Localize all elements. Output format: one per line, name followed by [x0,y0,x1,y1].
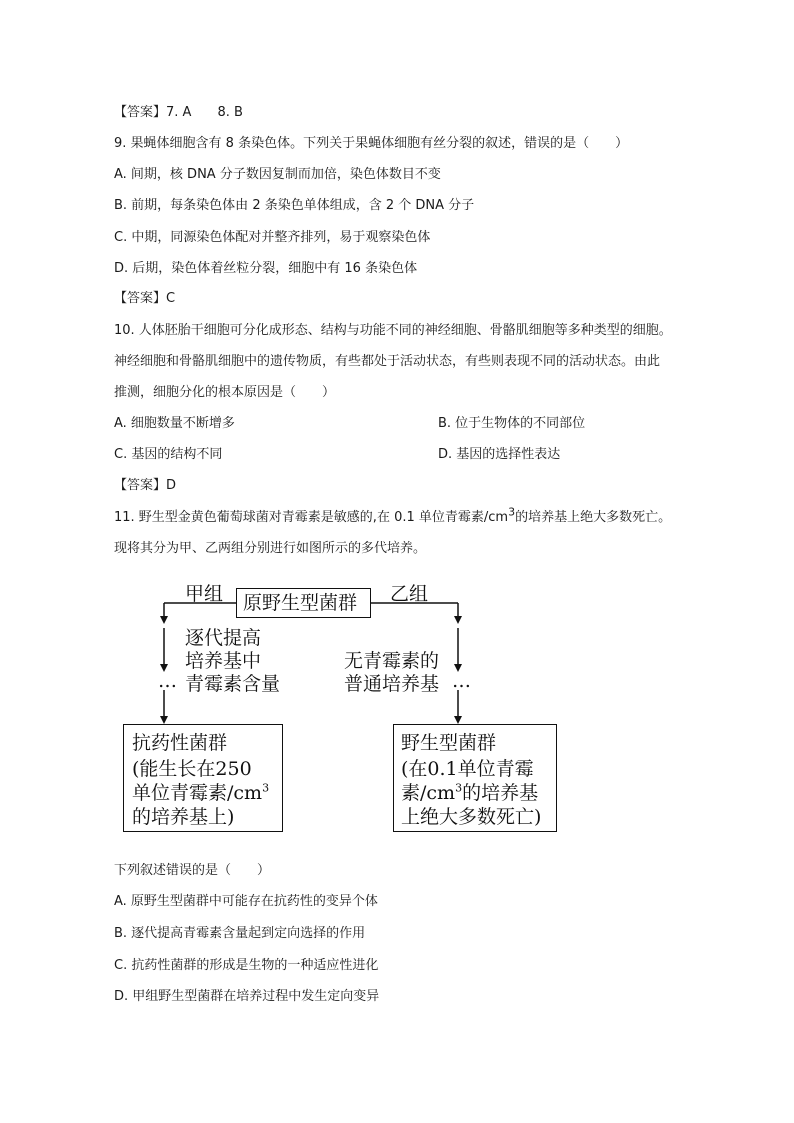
right-box-line-3 [401,781,538,805]
answer-text: 7. A 8. B [166,105,243,120]
q11-option-b: B. 逐代提高青霉素含量起到定向选择的作用 [114,926,366,941]
left-ellipsis: … [158,670,177,692]
q11-stem-line-2: 现将其分为甲、乙两组分别进行如图所示的多代培养。 [114,541,427,556]
right-box-line-4: 上绝大多数死亡) [401,806,542,828]
q10-stem-line-1: 10. 人体胚胎干细胞可分化成形态、结构与功能不同的神经细胞、骨骼肌细胞等多种类型的细胞。 [114,323,672,338]
q11-option-a: A. 原野生型菌群中可能存在抗药性的变异个体 [114,894,378,909]
left-box-line-3-text: 单位青霉素/cm [132,782,263,804]
answer-tag: 【答案】 [114,291,167,306]
group-yi-label: 乙组 [390,583,429,605]
superscript: 3 [262,781,270,795]
answer-text: D [166,478,177,493]
right-box-line-1: 野生型菌群 [401,732,497,754]
left-box-line-3 [132,781,269,805]
left-condition-line-2: 培养基中 [185,650,262,672]
group-jia-label: 甲组 [185,583,224,605]
left-condition-line-3: 青霉素含量 [185,673,281,695]
q10-option-d: D. 基因的选择性表达 [438,447,561,462]
q10-option-c: C. 基因的结构不同 [114,447,223,462]
q9-stem: 9. 果蝇体细胞含有 8 条染色体。下列关于果蝇体细胞有丝分裂的叙述，错误的是（ ） [114,136,629,151]
right-box-line-3-a: 素/cm [401,782,456,804]
q10-stem-line-2: 神经细胞和骨骼肌细胞中的遗传物质，有些都处于活动状态，有些则表现不同的活动状态。由此 [114,354,661,369]
right-condition-line-2: 普通培养基 [344,673,440,695]
right-condition-line-1: 无青霉素的 [344,650,440,672]
superscript: 3 [455,781,463,795]
right-ellipsis: … [452,670,471,692]
left-box-line-4: 的培养基上) [132,806,235,828]
right-box-line-3-b: 的培养基 [462,782,539,804]
left-box-line-2: (能生长在250 [132,758,252,780]
top-box-label: 原野生型菌群 [243,592,358,614]
q9-option-a: A. 间期，核 DNA 分子数因复制而加倍，染色体数目不变 [114,167,441,182]
left-box-line-1: 抗药性菌群 [132,732,228,754]
q9-option-c: C. 中期，同源染色体配对并整齐排列，易于观察染色体 [114,230,431,245]
superscript: 3 [508,505,516,519]
q11-option-c: C. 抗药性菌群的形成是生物的一种适应性进化 [114,958,379,973]
right-box-line-2: (在0.1单位青霉 [401,758,534,780]
answer-tag: 【答案】 [114,478,167,493]
q10-stem-line-3: 推测，细胞分化的根本原因是（ ） [114,385,336,400]
answer-text: C [166,291,176,306]
q11-question: 下列叙述错误的是（ ） [114,863,271,878]
q9-option-d: D. 后期，染色体着丝粒分裂，细胞中有 16 条染色体 [114,261,418,276]
left-condition-line-1: 逐代提高 [185,627,262,649]
q11-option-d: D. 甲组野生型菌群在培养过程中发生定向变异 [114,989,380,1004]
q11-stem-part-1: 11. 野生型金黄色葡萄球菌对青霉素是敏感的,在 0.1 单位青霉素/cm [114,510,509,525]
q10-option-b: B. 位于生物体的不同部位 [438,416,586,431]
q9-option-b: B. 前期，每条染色体由 2 条染色单体组成，含 2 个 DNA 分子 [114,198,475,213]
q11-stem-part-2: 的培养基上绝大多数死亡。 [515,510,672,525]
answer-tag: 【答案】 [114,105,167,120]
q10-option-a: A. 细胞数量不断增多 [114,416,235,431]
